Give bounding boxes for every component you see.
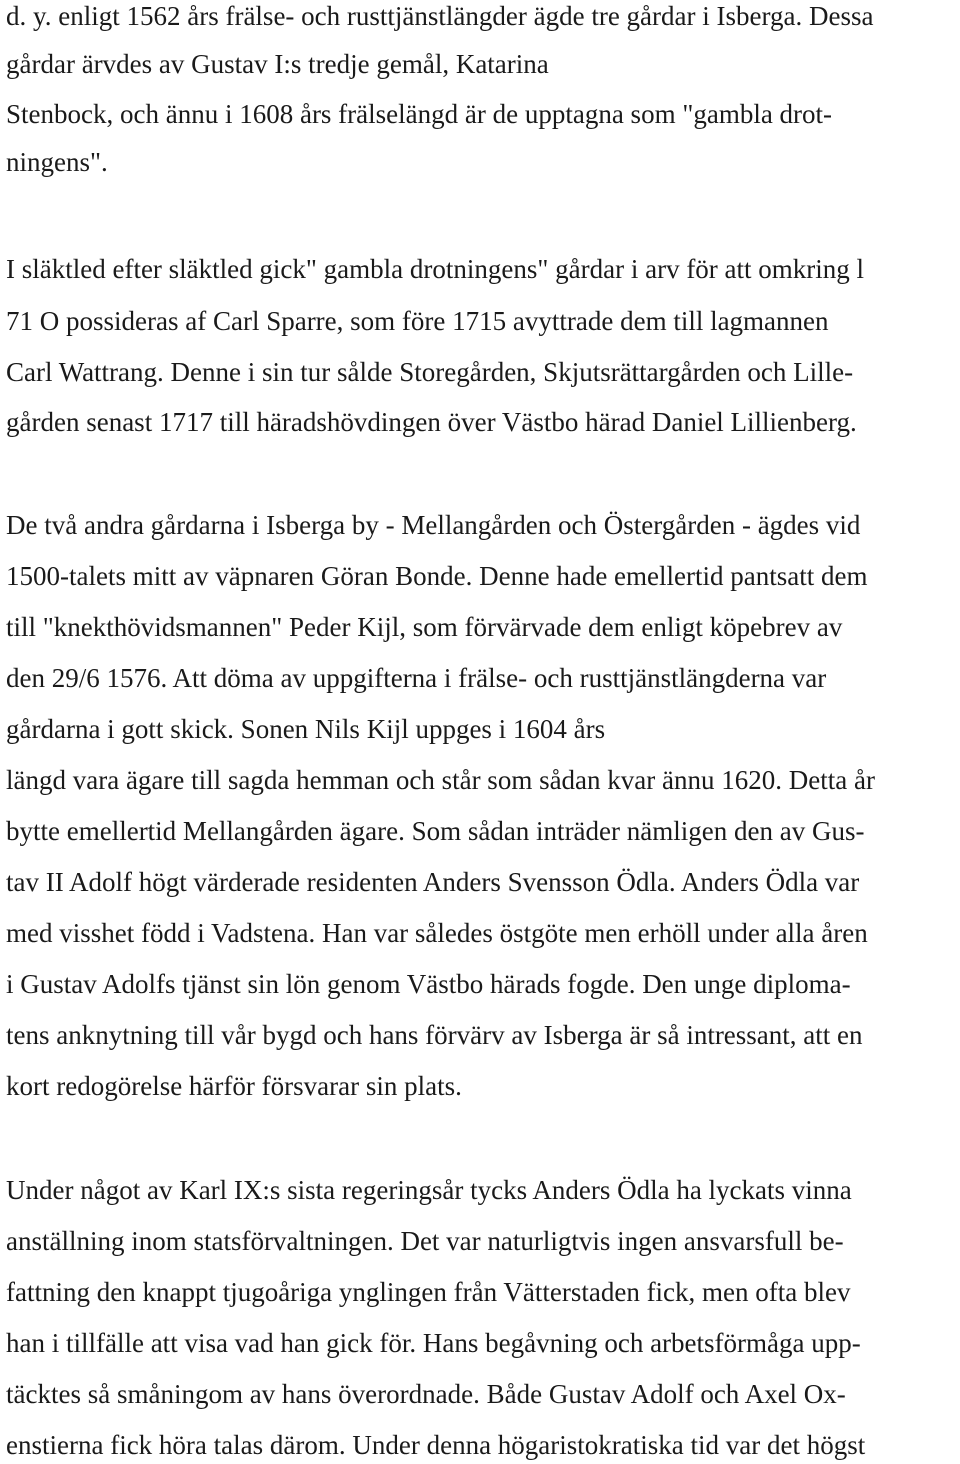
paragraph-3-line-8: tav II Adolf högt värderade residenten Anders Svensson Ödla. Anders Ödla var [6,867,860,897]
paragraph-3-line-3: till "knekthövidsmannen" Peder Kijl, som förvärvade dem enligt köpebrev av [6,612,843,642]
paragraph-1-line-2: gårdar ärvdes av Gustav I:s tredje gemål, Katarina [6,49,549,79]
paragraph-4-line-3: fattning den knappt tjugoåriga ynglingen från Vätterstaden fick, men ofta blev [6,1277,851,1307]
paragraph-3-line-9: med visshet född i Vadstena. Han var således östgöte men erhöll under alla åren [6,918,868,948]
paragraph-4-line-5: täcktes så småningom av hans överordnade. Både Gustav Adolf och Axel Ox- [6,1379,846,1409]
paragraph-3-line-5: gårdarna i gott skick. Sonen Nils Kijl uppges i 1604 års [6,714,606,744]
paragraph-3-line-1: De två andra gårdarna i Isberga by - Mellangården och Östergården - ägdes vid [6,510,861,540]
paragraph-3-line-12: kort redogörelse härför försvarar sin plats. [6,1071,462,1101]
paragraph-4-line-4: han i tillfälle att visa vad han gick för. Hans begåvning och arbetsförmåga upp- [6,1328,861,1358]
paragraph-3-line-6: längd vara ägare till sagda hemman och står som sådan kvar ännu 1620. Detta år [6,765,875,795]
paragraph-3-line-11: tens anknytning till vår bygd och hans förvärv av Isberga är så intressant, att en [6,1020,863,1050]
paragraph-4-line-1: Under något av Karl IX:s sista regeringsår tycks Anders Ödla ha lyckats vinna [6,1175,852,1205]
paragraph-3-line-4: den 29/6 1576. Att döma av uppgifterna i frälse- och rusttjänstlängderna var [6,663,827,693]
paragraph-1-line-1: d. y. enligt 1562 års frälse- och rusttjänstlängder ägde tre gårdar i Isberga. Dessa [6,1,874,31]
paragraph-2-line-1: I släktled efter släktled gick" gambla drotningens" gårdar i arv för att omkring l [6,254,865,284]
paragraph-1-line-4: ningens". [6,147,108,177]
paragraph-4-line-6: enstierna fick höra talas därom. Under denna högaristokratiska tid var det högst [6,1430,866,1460]
paragraph-4-line-2: anställning inom statsförvaltningen. Det var naturligtvis ingen ansvarsfull be- [6,1226,844,1256]
paragraph-2-line-2: 71 O possideras af Carl Sparre, som före 1715 avyttrade dem till lagmannen [6,306,829,336]
paragraph-2-line-3: Carl Wattrang. Denne i sin tur sålde Storegården, Skjutsrättargården och Lille- [6,357,854,387]
paragraph-3-line-10: i Gustav Adolfs tjänst sin lön genom Västbo härads fogde. Den unge diploma- [6,969,851,999]
paragraph-3-line-7: bytte emellertid Mellangården ägare. Som sådan inträder nämligen den av Gus- [6,816,865,846]
paragraph-1-line-3: Stenbock, och ännu i 1608 års frälselängd är de upptagna som "gambla drot- [6,99,833,129]
paragraph-2-line-4: gården senast 1717 till häradshövdingen över Västbo härad Daniel Lillienberg. [6,407,857,437]
paragraph-3-line-2: 1500-talets mitt av väpnaren Göran Bonde. Denne hade emellertid pantsatt dem [6,561,868,591]
